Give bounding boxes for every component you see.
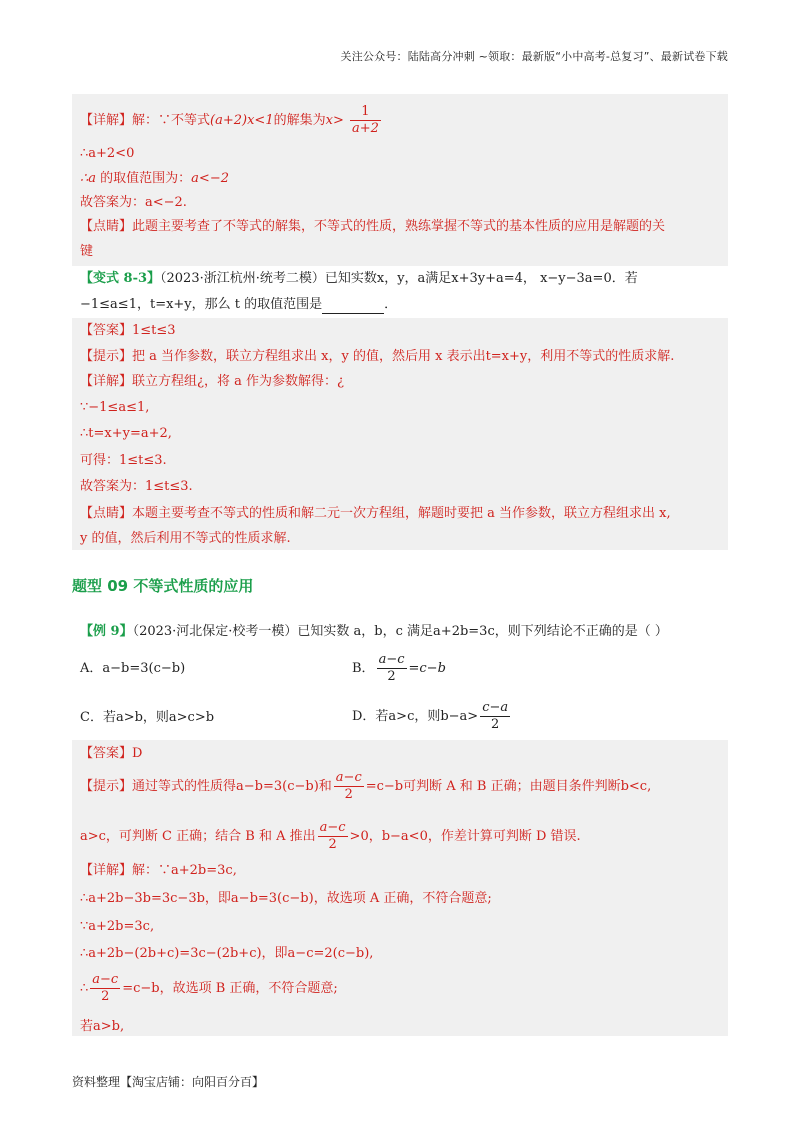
hint-line: 【提示】把 a 当作参数，联立方程组求出 x，y 的值，然后用 x 表示出t=x+y，利用不等式的性质求解. <box>80 349 675 364</box>
hint-line: 【提示】通过等式的性质得a−b=3(c−b)和 $\frac{a-c}{2}$ =c−b可判断 A 和 B 正确；由题目条件判断b<c, <box>80 770 652 802</box>
solution-line: ∵a+2b=3c, <box>80 919 155 934</box>
example-question: 【例 9】（2023·河北保定·校考一模）已知实数 a，b，c 满足a+2b=3c，则下列结论不正确的是（ ） <box>80 624 668 639</box>
option-b: B． $\frac{a-c}{2}$ =c−b <box>352 652 446 684</box>
page-footer: 资料整理【淘宝店铺：向阳百分百】 <box>72 1075 265 1089</box>
detail-line: 【详解】联立方程组¿，将 a 作为参数解得：¿ <box>80 374 344 389</box>
solution-line: ∴a+2<0 <box>80 146 135 161</box>
solution-line: ∵−1≤a≤1, <box>80 400 150 415</box>
variant-question: 【变式 8-3】（2023·浙江杭州·统考二模）已知实数x，y，a满足x+3y+a=4， x−y−3a=0．若 <box>80 271 638 286</box>
solution-line: 若a>b, <box>80 1019 125 1034</box>
answer-line: 故答案为：a<−2. <box>80 195 187 210</box>
solution-line: 可得：1≤t≤3. <box>80 453 167 468</box>
solution-line: ∴t=x+y=a+2, <box>80 426 172 441</box>
answer-blank <box>322 299 384 314</box>
solution-line: ∴a+2b−(2b+c)=3c−(2b+c)，即a−c=2(c−b), <box>80 946 374 961</box>
solution-line: ∴a 的取值范围为：a<−2 <box>80 171 229 186</box>
solution-line: ∴ $\frac{a-c}{2}$ =c−b，故选项 B 正确，不符合题意; <box>80 972 338 1004</box>
comment-line: 【点睛】此题主要考查了不等式的解集，不等式的性质，熟练掌握不等式的基本性质的应用是解题的关 <box>80 219 666 234</box>
comment-line: 键 <box>80 244 94 259</box>
answer-line: 【答案】1≤t≤3 <box>80 323 176 338</box>
option-a: A．a−b=3(c−b) <box>80 661 186 676</box>
comment-line: 【点睛】本题主要考查不等式的性质和解二元一次方程组，解题时要把 a 当作参数，联立方程组求出 x, <box>80 506 671 521</box>
solution-line: ∴a+2b−3b=3c−3b，即a−b=3(c−b)，故选项 A 正确，不符合题意; <box>80 891 492 906</box>
option-d: D．若a>c，则b−a> $\frac{c-a}{2}$ <box>352 700 509 732</box>
hint-line: a>c，可判断 C 正确；结合 B 和 A 推出 $\frac{a-c}{2}$ >0，b−a<0，作差计算可判断 D 错误. <box>80 820 581 852</box>
detail-line: 【详解】解：∵不等式(a+2)x<1的解集为x> $\frac{1}{a+2}$ <box>80 104 379 136</box>
answer-line: 【答案】D <box>80 746 143 761</box>
section-title: 题型 09 不等式性质的应用 <box>72 577 254 595</box>
answer-line: 故答案为：1≤t≤3. <box>80 479 193 494</box>
detail-line: 【详解】解：∵a+2b=3c, <box>80 863 237 878</box>
variant-question: −1≤a≤1，t=x+y，那么 t 的取值范围是 ． <box>80 297 398 312</box>
comment-line: y 的值，然后利用不等式的性质求解. <box>80 531 291 546</box>
page-header: 关注公众号：陆陆高分冲刺 ~领取：最新版“小中高考-总复习”、最新试卷下载 <box>340 50 728 63</box>
fraction: $\frac{1}{a+2}$ <box>351 104 379 136</box>
option-c: C．若a>b，则a>c>b <box>80 710 215 725</box>
